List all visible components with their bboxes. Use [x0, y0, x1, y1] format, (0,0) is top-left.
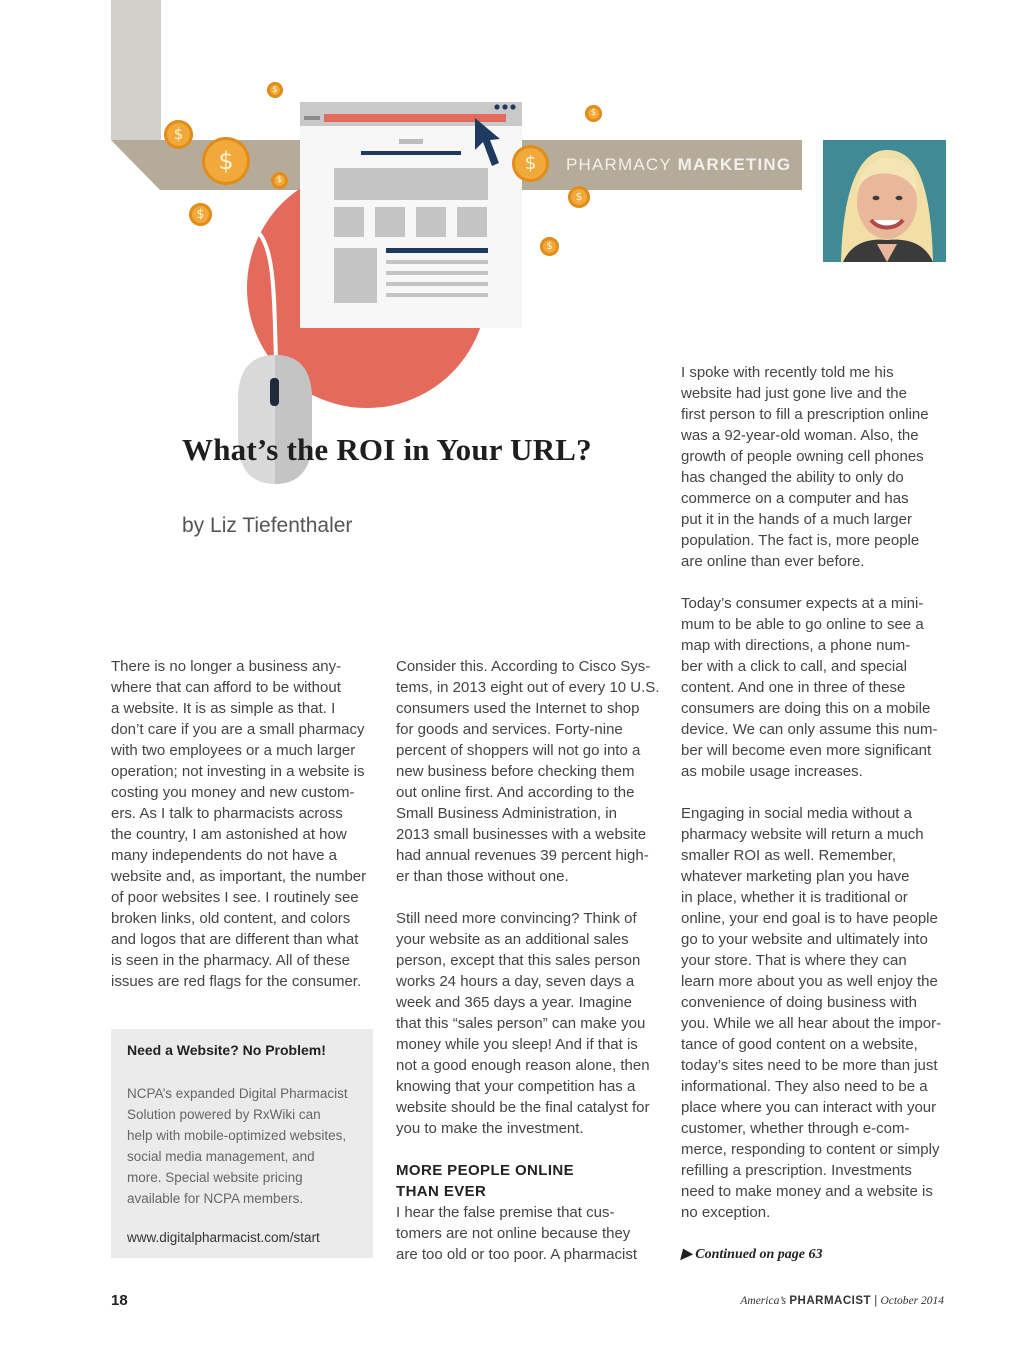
magazine-name-caps: PHARMACIST	[789, 1295, 872, 1307]
dollar-coin-icon: $	[585, 105, 602, 122]
page-number: 18	[111, 1292, 128, 1309]
sidebar-body: NCPA’s expanded Digital Pharmacist Solution powered by RxWiki can help with mobile-optimized websites, social media management, and more. Special website pricing available for NCPA members.	[127, 1086, 348, 1206]
column-3	[681, 362, 951, 1244]
magazine-name-italic: America’s	[740, 1295, 787, 1307]
sidebar-url-link[interactable]: www.digitalpharmacist.com/start	[127, 1230, 320, 1245]
dollar-coin-icon: $	[271, 172, 288, 189]
vertical-beam	[111, 0, 161, 140]
section-label-bold: MARKETING	[677, 155, 792, 174]
paragraph: Consider this. According to Cisco Sys- tems, in 2013 eight out of every 10 U.S. consumers used the Internet to shop for goods and services. Forty-nine percent of shoppers will not go into a new business before checking them out online first. And according to the Small Business Administration, in 2013 small businesses with a website had annual revenues 39 percent high- er than those without one.	[396, 658, 660, 885]
dollar-coin-icon: $	[512, 145, 549, 182]
magazine-footer	[740, 1295, 944, 1307]
dollar-coin-icon: $	[568, 186, 590, 208]
article-title: What’s the ROI in Your URL?	[182, 432, 592, 467]
paragraph: I hear the false premise that cus- tomers are not online because they are too old or too poor. A pharmacist	[396, 1204, 637, 1263]
column-2	[396, 656, 666, 1286]
author-photo	[823, 140, 946, 262]
dollar-coin-icon: $	[189, 203, 212, 226]
paragraph: There is no longer a business any- where that can afford to be without a website. It is as simple as that. I don’t care if you are a small pharmacy with two employees or a much larger operation; not investing in a website is costing you money and new custom- ers. As I talk to pharmacists across the country, I am astonished at how many independents do not have a website and, as important, the number of poor websites I see. I routinely see broken links, old content, and colors and logos that are different than what is seen in the pharmacy. All of these issues are red flags for the consumer.	[111, 658, 367, 990]
paragraph: Today’s consumer expects at a mini- mum to be able to go online to see a map with directions, a phone num- ber with a click to call, and special content. And one in three of these consumers are doing this on a mobile device. We can only assume this num- ber will become even more significant as mobile usage increases.	[681, 595, 938, 780]
dollar-coin-icon: $	[164, 120, 193, 149]
paragraph: Still need more convincing? Think of your website as an additional sales person, except that this sales person works 24 hours a day, seven days a week and 365 days a year. Imagine that this “sales person” can make you money while you sleep! And if that is not a good enough reason alone, then knowing that your competition has a website should be the final catalyst for you to make the investment.	[396, 910, 650, 1137]
dollar-coin-icon: $	[202, 137, 250, 185]
column-1	[111, 656, 381, 1013]
section-label	[566, 155, 791, 175]
section-subhead: MORE PEOPLE ONLINE THAN EVER	[396, 1162, 575, 1200]
continued-note: ▶ Continued on page 63	[681, 1247, 823, 1262]
paragraph: Engaging in social media without a pharmacy website will return a much smaller ROI as well. Remember, whatever marketing plan you have in place, whether it is traditional or online, your end goal is to have people go to your website and ultimately into your store. That is where they can learn more about you as well enjoy the convenience of doing business with you. While we all hear about the impor- tance of good content on a website, today’s sites need to be more than just informational. They also need to be a place where you can interact with your customer, whether through e-com- merce, responding to content or simply refilling a prescription. Investments need to make money and a website is no exception.	[681, 805, 942, 1221]
dollar-coin-icon: $	[540, 237, 559, 256]
section-label-light: PHARMACY	[566, 155, 672, 174]
paragraph: I spoke with recently told me his website had just gone live and the first person to fill a prescription online was a 92-year-old woman. Also, the growth of people owning cell phones has changed the ability to only do commerce on a computer and has put it in the hands of a much larger population. The fact is, more people are online than ever before.	[681, 364, 929, 570]
dollar-coin-icon: $	[267, 82, 283, 98]
sidebar-title: Need a Website? No Problem!	[127, 1042, 326, 1058]
footer-separator: |	[874, 1295, 878, 1307]
issue-date: October 2014	[880, 1295, 944, 1307]
article-byline: by Liz Tiefenthaler	[182, 514, 353, 537]
